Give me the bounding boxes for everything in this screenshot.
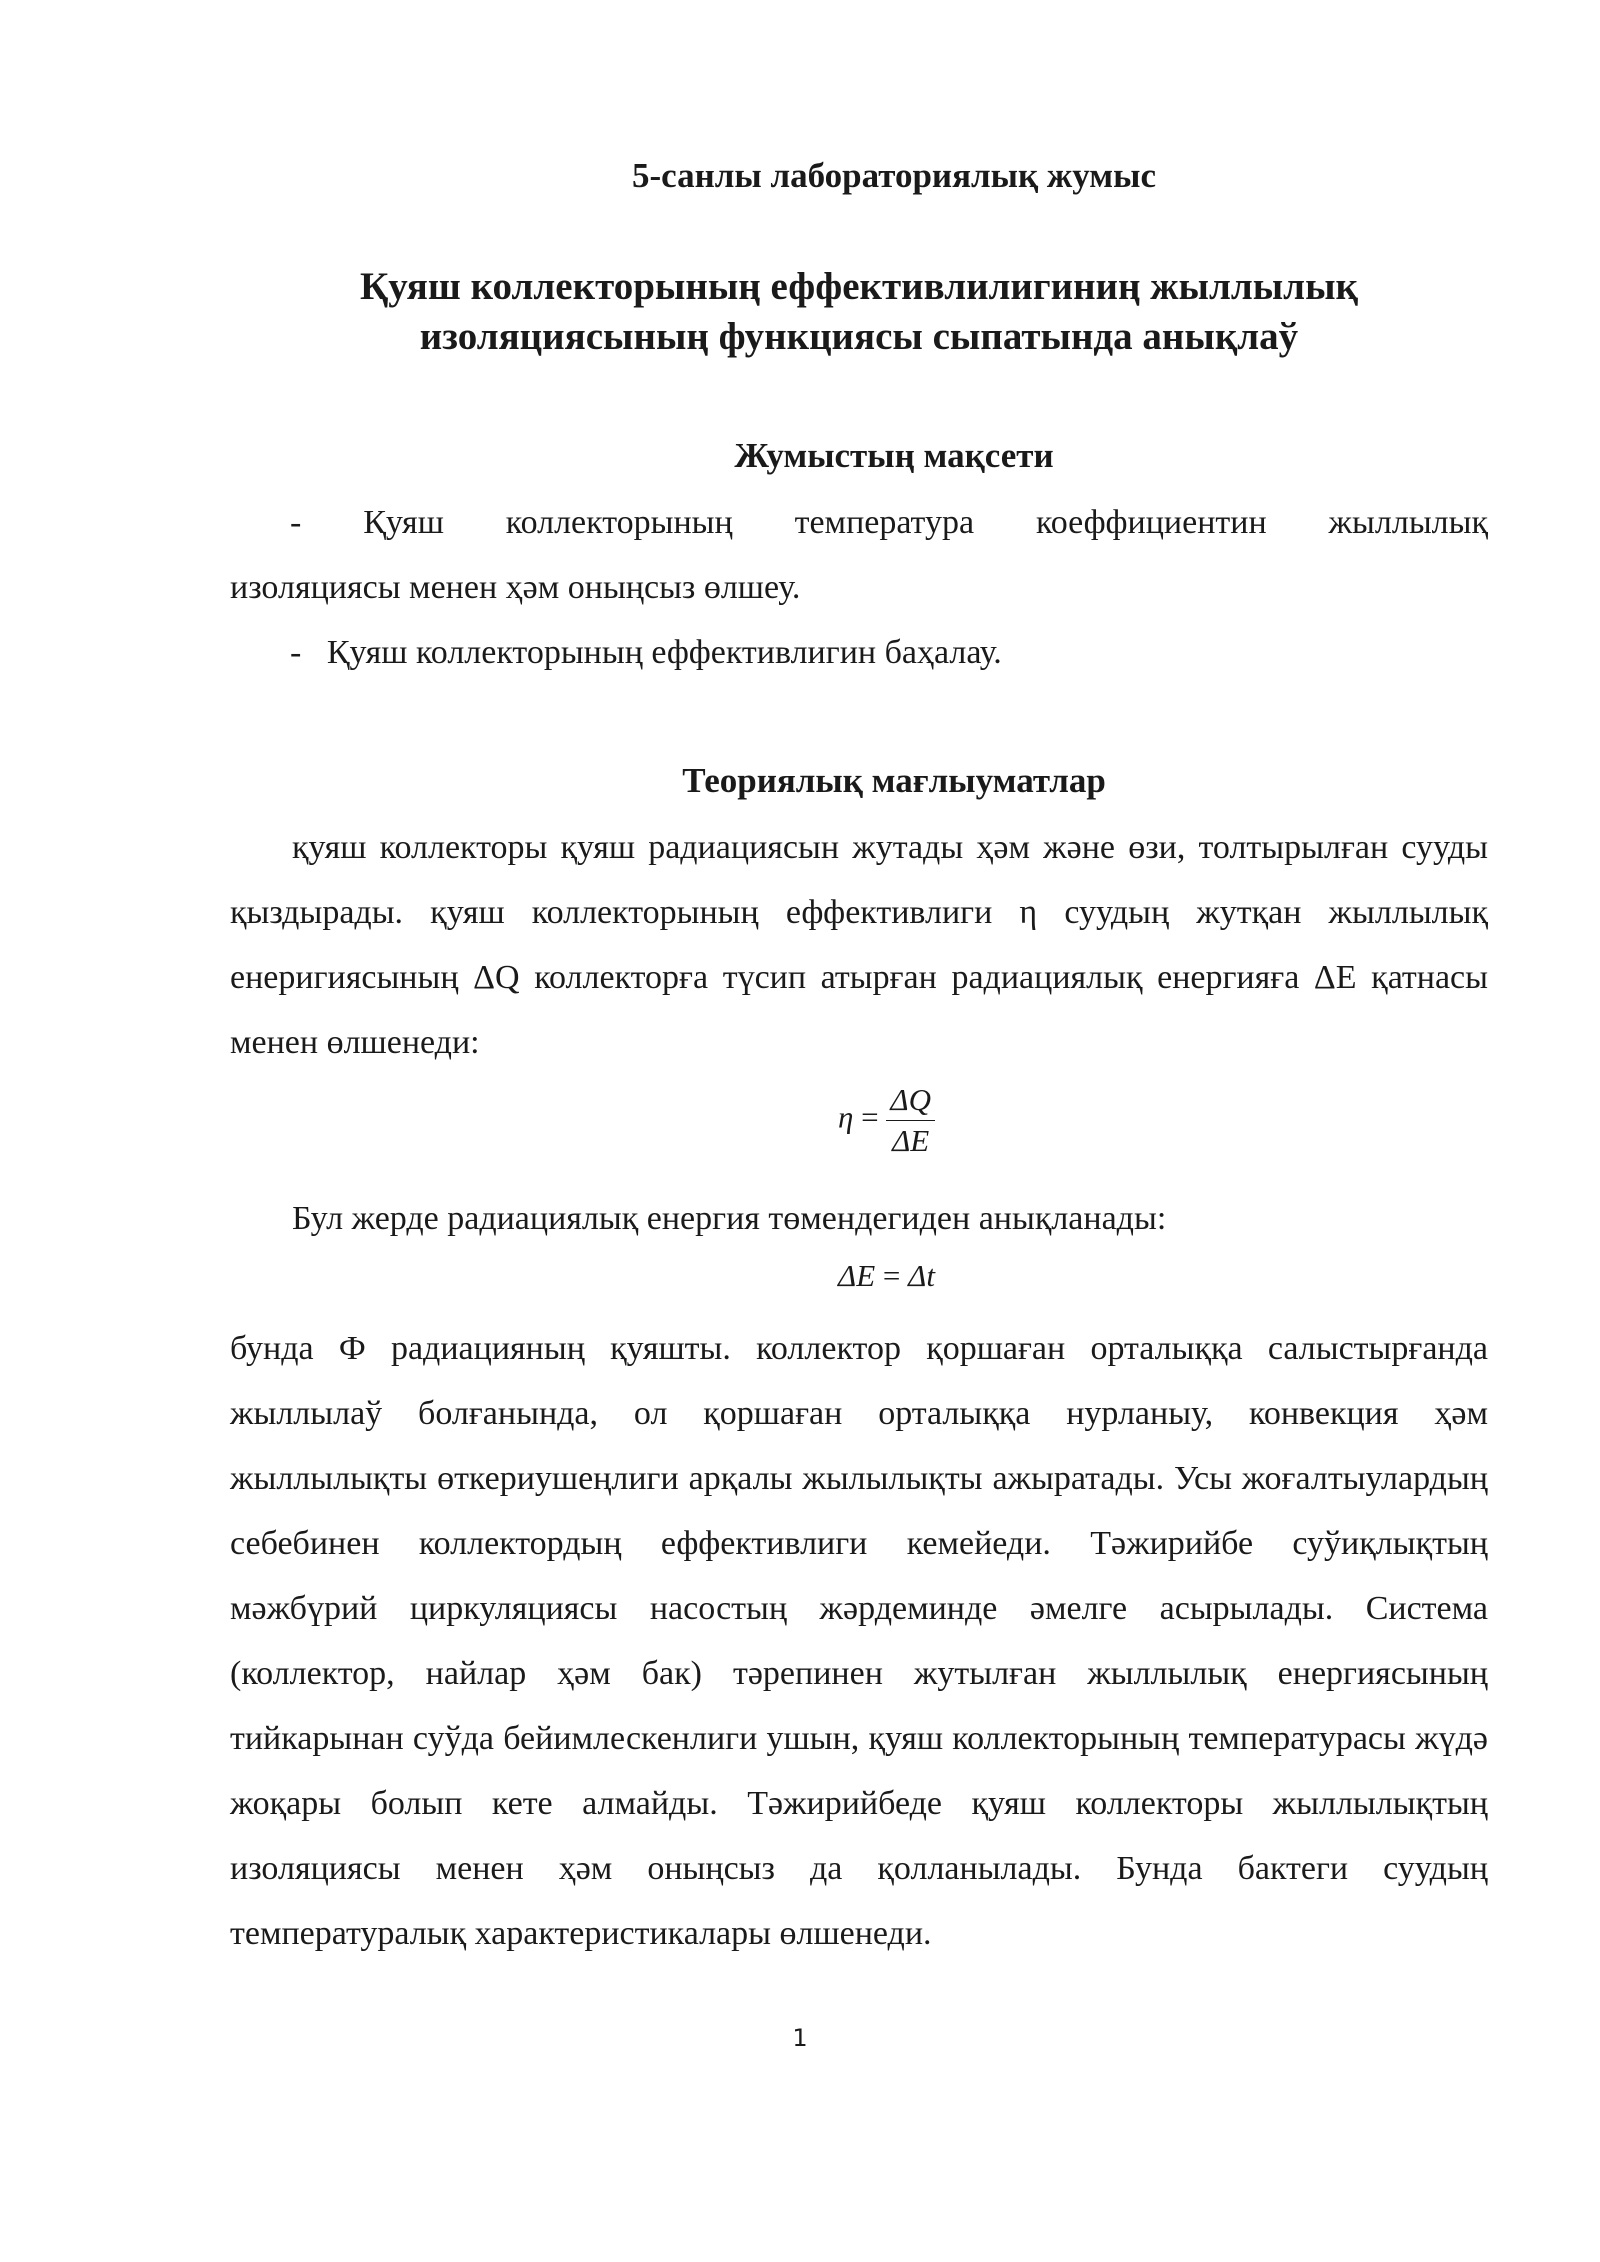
- bul-paragraph-block: [230, 1186, 1488, 1251]
- goal-item-2-text: - Қуяш коллекторының еффективлигин баҳалау.: [290, 634, 1002, 671]
- theory-paragraph-block: [230, 815, 1488, 1075]
- formula2-equals: =: [882, 1258, 901, 1293]
- formula-eta: η: [838, 1099, 854, 1135]
- lab-title: 5-санлы лабораториялық жумыс: [631, 156, 1157, 195]
- main-title-line-1: Қуяш коллекторының еффективлилигиниң жыллылық: [360, 265, 1358, 308]
- goal-heading: Жумыстың мақсети: [734, 436, 1054, 475]
- bul-paragraph: Бул жерде радиациялық енергия төмендегиден анықланады:: [292, 1200, 1167, 1237]
- formula2-lhs: ΔE: [838, 1258, 876, 1293]
- formula2-rhs: Δt: [908, 1258, 935, 1293]
- main-title-line-2: изоляциясының функциясы сыпатында анықлаў: [419, 315, 1299, 358]
- energy-formula: [838, 1258, 935, 1294]
- theory-heading: Теориялық мағлыуматлар: [682, 761, 1106, 800]
- goal-item-1-line-1: - Қуяш коллекторының температура коеффициентин жыллылық: [290, 504, 1488, 541]
- bunda-paragraph-block: [230, 1316, 1488, 1966]
- bunda-paragraph: бунда Ф радиацияның қуяшты. коллектор қоршаған орталыққа салыстырғанда жыллылаў болғанында, ол қоршаған орталыққа нурланыу, конвекция ҳәм жыллылықты өткериушеңлиги арқалы жылылықты ажыратады. Усы жоғалтыулардың себебинен коллектордың еффективлиги кемейеди. Тәжирийбе суўиқлықтың мәжбүрий циркуляциясы насостың жәрдеминде әмелге асырылады. Система (коллектор, найлар ҳәм бак) тәрепинен жутылған жыллылық енергиясының тийкарынан суўда бейимлескенлиги ушын, қуяш коллекторының температурасы жүдә жоқары болып кете алмайды. Тәжирийбеде қуяш коллекторы жыллылықтың изоляциясы менен ҳәм оныңсыз да қолланылады. Бунда бактеги суудың температуралық характеристикалары өлшенеди.: [230, 1330, 1488, 1952]
- formula-denominator: ΔE: [892, 1123, 930, 1158]
- theory-paragraph: қуяш коллекторы қуяш радиациясын жутады ҳәм және өзи, толтырылған сууды қыздырады. қуяш коллекторының еффективлиги η суудың жутқан жыллылық енеригиясының ΔQ коллекторға түсип атырған радиациялық енергияға ΔE қатнасы менен өлшенеди:: [230, 829, 1488, 1061]
- efficiency-formula: [838, 1082, 935, 1159]
- goal-item-1: [230, 490, 1488, 620]
- page-number: 1: [792, 2024, 808, 2052]
- formula-fraction: [886, 1082, 935, 1159]
- formula-numerator: ΔQ: [886, 1082, 935, 1121]
- goal-item-1-line-2: изоляциясы менен ҳәм оныңсыз өлшеу.: [230, 569, 801, 606]
- main-title: [230, 262, 1488, 362]
- goal-item-2: [230, 620, 1488, 685]
- formula-equals: =: [861, 1099, 879, 1135]
